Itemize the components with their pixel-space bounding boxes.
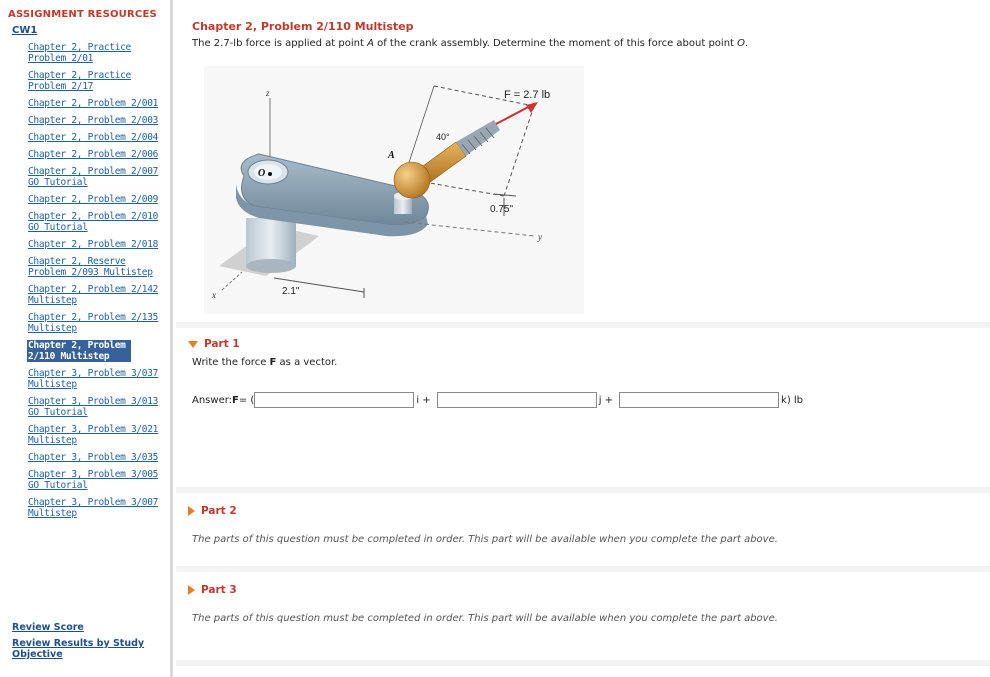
answer-eq: = ( [238,394,255,406]
z-axis-label: z [266,88,270,98]
y-axis-label: y [538,232,542,242]
sidebar-problem-link[interactable]: Chapter 2, Practice Problem 2/01 [28,42,131,64]
ball-joint-a [394,162,430,198]
sidebar-problem-list [28,42,168,525]
part2-label: Part 2 [201,505,237,517]
part1-header[interactable] [188,338,240,350]
base-cylinder [246,218,296,266]
sidebar-title: ASSIGNMENT RESOURCES [8,9,157,20]
sidebar-problem-link[interactable]: Chapter 2, Problem 2/003 [28,115,159,126]
answer-i-input[interactable] [254,392,414,408]
force-label: F = 2.7 lb [504,89,551,101]
sidebar-problem-link[interactable]: Chapter 2, Problem 2/006 [28,149,159,160]
part2-header[interactable] [188,505,237,517]
sidebar-problem-link[interactable]: Chapter 2, Problem 2/018 [28,239,159,250]
sidebar-problem-link[interactable]: Chapter 3, Problem 3/013 GO Tutorial [28,396,159,418]
answer-f-bold: F [232,394,239,406]
sidebar-problem-link[interactable]: Chapter 2, Problem 2/001 [28,98,159,109]
sidebar-problem-link[interactable]: Chapter 3, Problem 3/007 Multistep [28,497,159,519]
sidebar-problem-link[interactable]: Chapter 2, Practice Problem 2/17 [28,70,131,92]
problem-panel [184,10,990,322]
base-cylinder-bottom [246,259,296,273]
k-unit-label: k) lb [781,394,804,406]
j-unit-label: j + [598,394,614,406]
sidebar-problem-link[interactable]: Chapter 3, Problem 3/005 GO Tutorial [28,469,159,491]
label-a: A [388,150,395,161]
divider-1 [176,322,990,328]
x-axis-label: x [212,290,216,300]
answer-k-input[interactable] [619,392,779,408]
divider-3 [176,566,990,572]
dim-075-label: 0.75" [490,204,514,215]
angle-label: 40° [436,132,450,142]
sidebar-problem-link[interactable]: Chapter 2, Reserve Problem 2/093 Multistep [28,256,153,278]
point-o-dot [268,172,272,176]
sidebar-problem-link[interactable]: Chapter 2, Problem 2/142 Multistep [28,284,159,306]
part3-locked-message: The parts of this question must be completed in order. This part will be available when you complete the part above. [192,613,778,624]
collapse-triangle-icon [188,341,198,348]
answer-row [192,392,809,408]
part1-label: Part 1 [204,338,240,350]
dim-21-label: 2.1" [282,286,300,297]
part1-instr-pre: Write the force [192,357,270,368]
part1-instr-bold: F [269,357,277,368]
answer-j-input[interactable] [437,392,597,408]
problem-point-a: A [367,38,374,49]
expand-triangle-icon [188,506,195,516]
main-content [176,0,990,677]
sidebar-problem-link[interactable]: Chapter 2, Problem 2/004 [28,132,159,143]
sidebar-problem-link[interactable]: Chapter 3, Problem 3/035 [28,452,159,463]
part3-header[interactable] [188,584,237,596]
sidebar-problem-link[interactable]: Chapter 2, Problem 2/010 GO Tutorial [28,211,159,233]
sidebar-problem-link[interactable]: Chapter 2, Problem 2/135 Multistep [28,312,159,334]
problem-text-end: . [745,38,749,49]
divider-4 [176,660,990,666]
part1-instr-post: as a vector. [276,357,338,368]
problem-title: Chapter 2, Problem 2/110 Multistep [192,20,414,33]
sidebar-problem-link[interactable]: Chapter 3, Problem 3/037 Multistep [28,368,159,390]
i-unit-label: i + [416,394,431,406]
problem-text-pre: The 2.7-lb force is applied at point [192,38,368,49]
crank-assembly-figure [204,66,584,314]
problem-statement [192,38,748,49]
review-score-link[interactable]: Review Score [12,622,84,633]
divider-2 [176,487,990,493]
part2-locked-message: The parts of this question must be completed in order. This part will be available when you complete the part above. [192,534,778,545]
answer-label: Answer: [192,394,233,406]
sidebar-problem-link[interactable]: Chapter 2, Problem 2/007 GO Tutorial [28,166,159,188]
sidebar-section-cw1[interactable]: CW1 [12,25,38,36]
problem-text-mid: of the crank assembly. Determine the moment of this force about point [373,38,738,49]
sidebar-problem-link[interactable]: Chapter 3, Problem 3/021 Multistep [28,424,159,446]
part1-instruction [192,357,337,368]
review-results-link[interactable]: Review Results by Study Objective [12,638,145,660]
sidebar-problem-link[interactable]: Chapter 2, Problem 2/110 Multistep [27,340,131,362]
sidebar-bottom-links [12,622,167,665]
expand-triangle-icon [188,585,195,595]
sidebar-problem-link[interactable]: Chapter 2, Problem 2/009 [28,194,159,205]
assignment-sidebar [0,0,173,677]
problem-point-o: O [737,38,746,49]
part3-label: Part 3 [201,584,237,596]
label-o: O [258,168,266,179]
